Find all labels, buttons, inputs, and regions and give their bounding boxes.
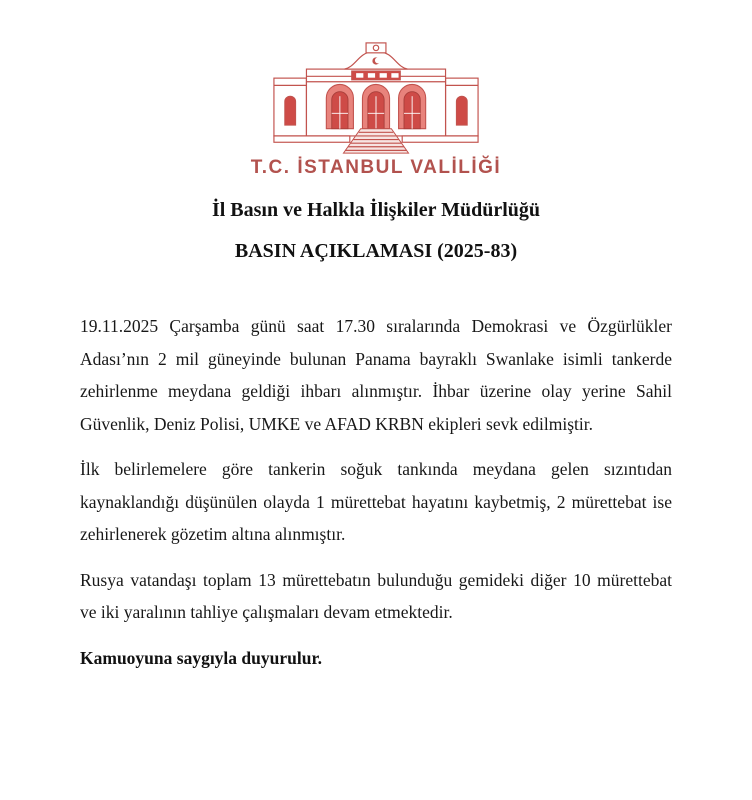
department-title: İl Basın ve Halkla İlişkiler Müdürlüğü: [211, 199, 541, 221]
governorship-logo: [80, 42, 672, 179]
press-release-paragraph: 19.11.2025 Çarşamba günü saat 17.30 sıralarında Demokrasi ve Özgürlükler Adası’nın 2 mil güneyinde bulunan Panama bayraklı Swanlake isimli tankerde zehirlenme meydana geldiği ihbarı alınmıştır. İhbar üzerine olay yerine Sahil Güvenlik, Deniz Polisi, UMKE ve AFAD KRBN ekipleri sevk edilmiştir.: [80, 316, 672, 434]
press-release-body: [80, 310, 672, 674]
press-release-paragraph: İlk belirlemelere göre tankerin soğuk tankında meydana gelen sızıntıdan kaynaklandığı düşünülen olayda 1 mürettebat hayatını kaybetmiş, 2 mürettebat ise zehirlenerek gözetim altına alınmıştır.: [80, 459, 672, 544]
logo-caption: T.C. İSTANBUL VALİLİĞİ: [250, 157, 502, 178]
press-release-title: BASIN AÇIKLAMASI (2025-83): [234, 240, 518, 262]
closing-statement: Kamuoyuna saygıyla duyurulur.: [80, 647, 323, 668]
government-building-icon: [272, 42, 480, 154]
press-release-paragraph: Rusya vatandaşı toplam 13 mürettebatın bulunduğu gemideki diğer 10 mürettebat ve iki yaralının tahliye çalışmaları devam etmektedir.: [80, 569, 672, 622]
